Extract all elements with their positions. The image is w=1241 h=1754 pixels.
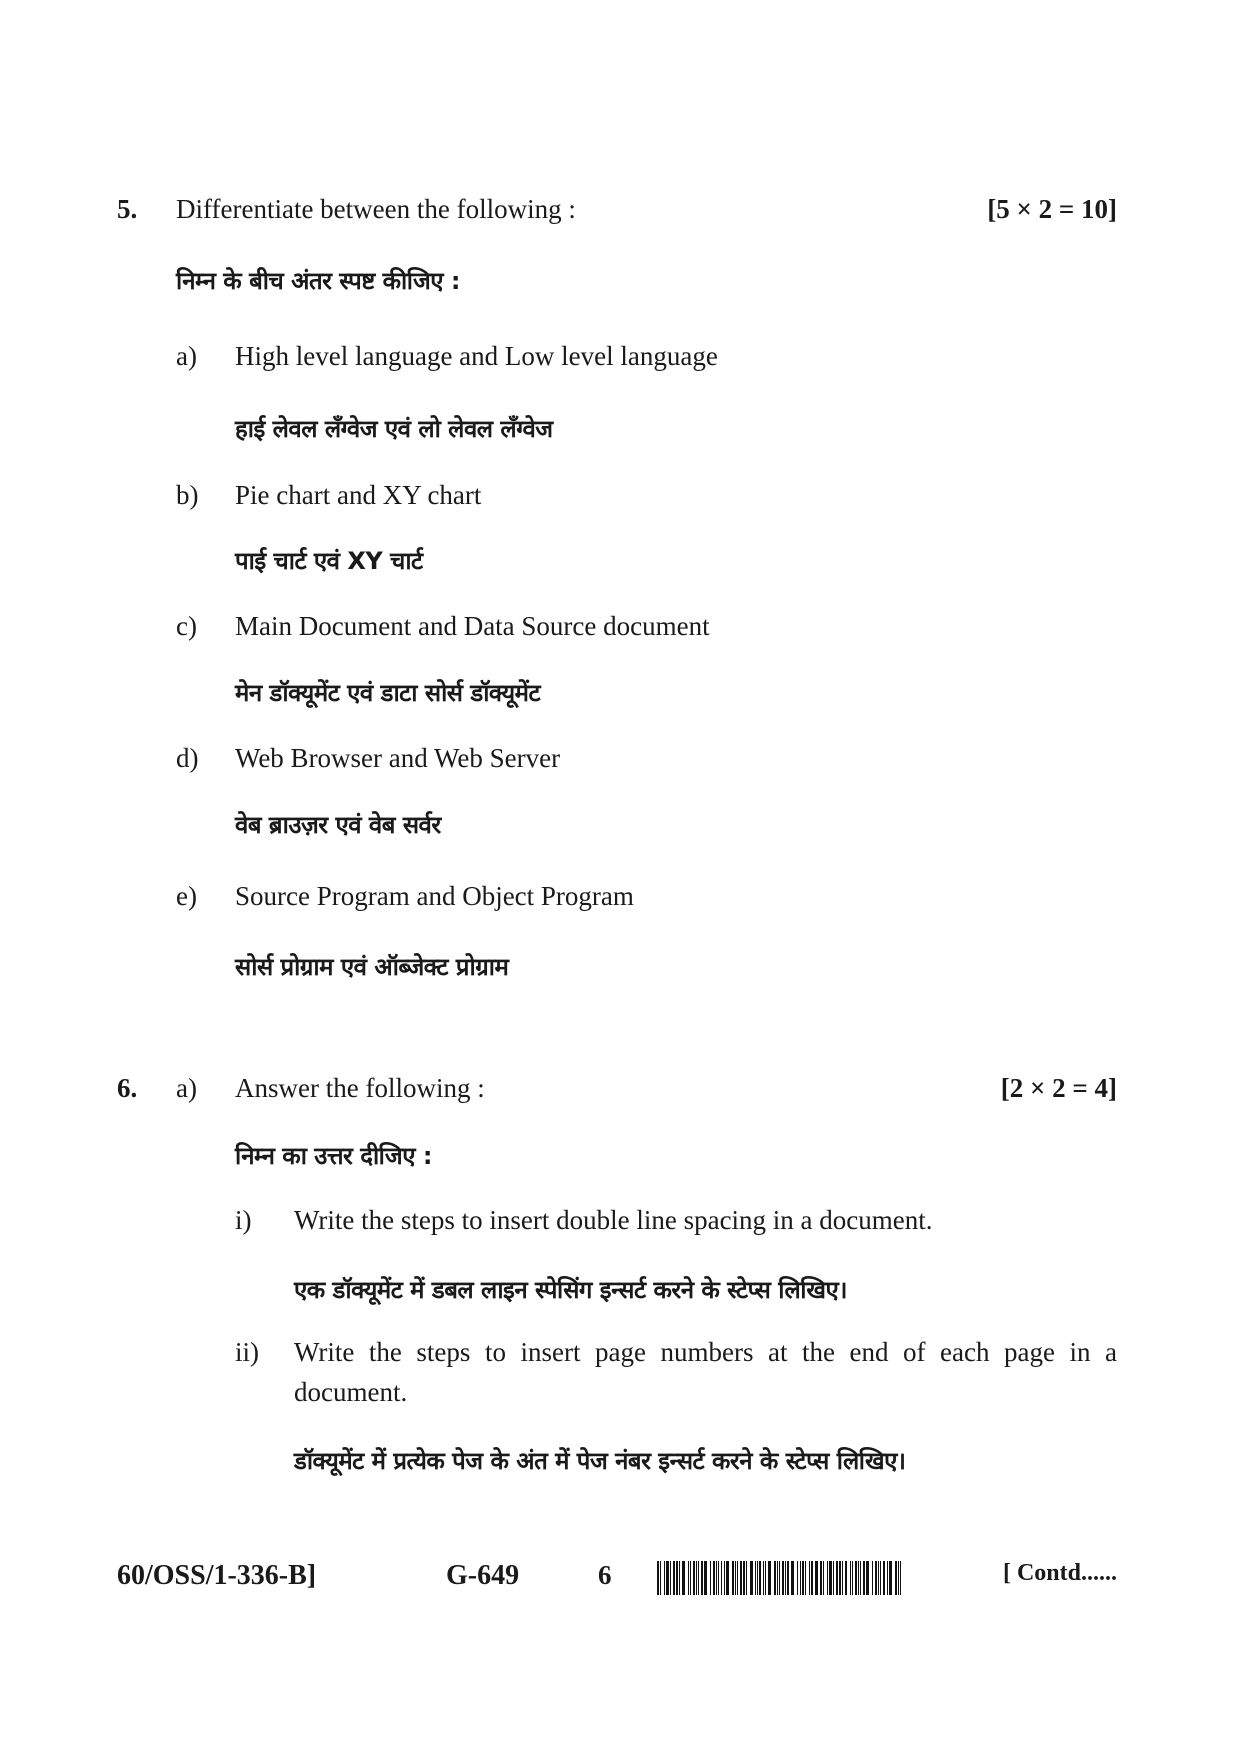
q5-item-d-hindi: वेब ब्राउज़र एवं वेब सर्वर xyxy=(235,811,441,839)
q6-item-ii-roman: ii) xyxy=(235,1337,259,1367)
q6-item-i-hindi: एक डॉक्यूमेंट में डबल लाइन स्पेसिंग इन्सर्ट करने के स्टेप्स लिखिए। xyxy=(294,1276,847,1304)
question-6-prompt: Answer the following : xyxy=(235,1073,485,1103)
q5-item-d-text: Web Browser and Web Server xyxy=(235,743,561,773)
question-5-marks: [5 × 2 = 10] xyxy=(987,194,1117,224)
question-5-prompt: Differentiate between the following : xyxy=(176,194,576,224)
footer-contd: [ Contd...... xyxy=(1002,1560,1117,1586)
footer-paper-code: 60/OSS/1-336-B] xyxy=(117,1560,317,1591)
q5-item-c-hindi: मेन डॉक्यूमेंट एवं डाटा सोर्स डॉक्यूमेंट xyxy=(235,679,541,707)
q6-item-ii-text: Write the steps to insert page numbers at the end of each page in a document. xyxy=(294,1337,1117,1407)
q5-item-a-letter: a) xyxy=(176,341,197,371)
q5-item-c-text: Main Document and Data Source document xyxy=(235,611,710,641)
barcode xyxy=(657,1561,903,1595)
question-5-prompt-hindi: निम्न के बीच अंतर स्पष्ट कीजिए : xyxy=(176,267,461,295)
question-6-number: 6. xyxy=(117,1073,138,1103)
q5-item-a-hindi: हाई लेवल लँग्वेज एवं लो लेवल लँग्वेज xyxy=(235,415,553,443)
q5-item-e-text: Source Program and Object Program xyxy=(235,881,634,911)
q6-item-ii-hindi: डॉक्यूमेंट में प्रत्येक पेज के अंत में पेज नंबर इन्सर्ट करने के स्टेप्स लिखिए। xyxy=(294,1447,906,1475)
q6-item-i-text: Write the steps to insert double line spacing in a document. xyxy=(294,1205,933,1235)
q5-item-d-letter: d) xyxy=(176,743,199,773)
q5-item-b-letter: b) xyxy=(176,480,199,510)
q5-item-a-text: High level language and Low level language xyxy=(235,341,718,371)
q5-item-e-hindi: सोर्स प्रोग्राम एवं ऑब्जेक्ट प्रोग्राम xyxy=(235,953,509,981)
footer-series-code: G-649 xyxy=(446,1560,520,1591)
q5-item-b-hindi: पाई चार्ट एवं XY चार्ट xyxy=(235,547,423,575)
q5-item-e-letter: e) xyxy=(176,881,197,911)
q6-item-i-roman: i) xyxy=(235,1205,252,1235)
question-6-part-letter: a) xyxy=(176,1073,197,1103)
question-6-prompt-hindi: निम्न का उत्तर दीजिए : xyxy=(235,1142,432,1170)
question-5-number: 5. xyxy=(117,194,138,224)
q5-item-b-text: Pie chart and XY chart xyxy=(235,480,482,510)
q5-item-c-letter: c) xyxy=(176,611,197,641)
question-6-marks: [2 × 2 = 4] xyxy=(1000,1073,1117,1103)
footer-page-number: 6 xyxy=(598,1560,612,1590)
